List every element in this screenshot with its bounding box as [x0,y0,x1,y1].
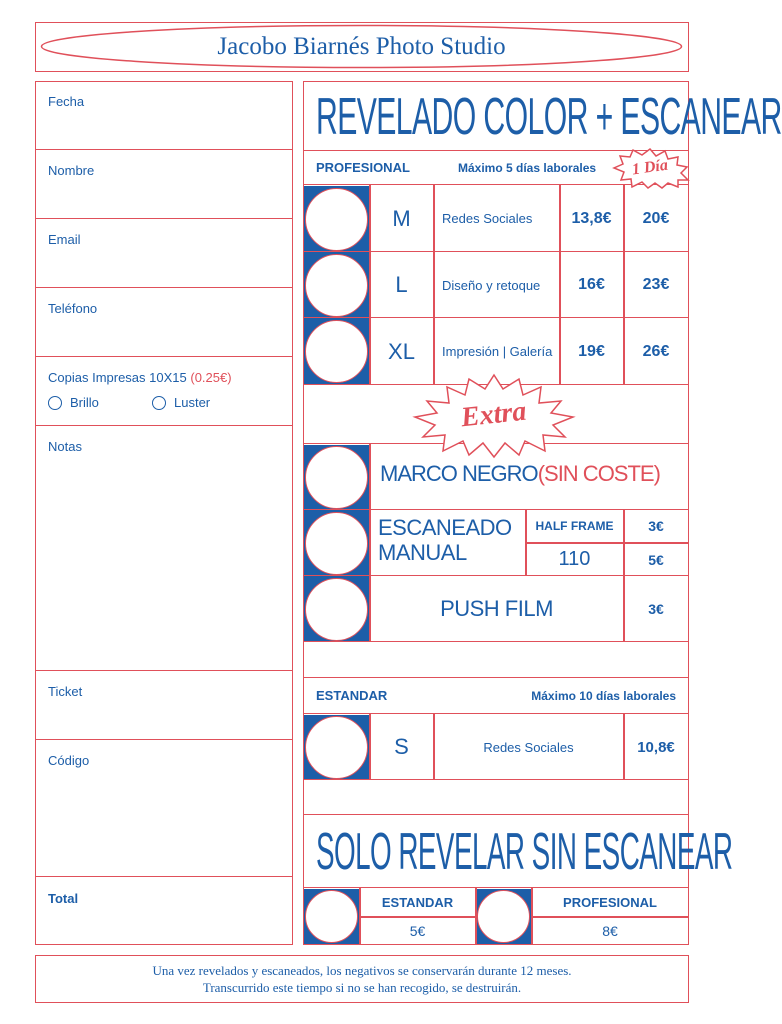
field-ticket[interactable] [35,671,293,740]
brillo-radio[interactable] [48,396,62,410]
option-luster[interactable] [152,395,210,410]
field-copias [35,357,293,426]
field-email[interactable] [35,219,293,288]
row-s [303,714,689,780]
push-film-label: PUSH FILM [440,596,553,621]
use-l: Diseño y retoque [442,277,541,293]
total-label: Total [48,891,79,906]
checkbox-circle-l[interactable] [305,254,368,317]
extra-text: Extra [459,395,529,434]
copias-price: (0.25€) [190,370,232,385]
estandar-delivery: Máximo 10 días laborales [531,689,676,703]
fecha-label: Fecha [48,94,85,109]
row-m [303,185,689,252]
checkbox-circle-escaneado[interactable] [305,512,368,575]
solo-revelar-box [303,815,733,888]
field-notas[interactable] [35,426,293,671]
escaneado-line2: MANUAL [378,540,467,565]
field-codigo[interactable] [35,740,293,877]
use-s: Redes Sociales [483,739,574,755]
solo-estandar-price: 5€ [409,922,426,939]
estandar-header [303,678,689,714]
notas-label: Notas [48,439,82,454]
price-1dia-xl: 26€ [642,342,670,360]
brillo-label: Brillo [70,395,99,410]
estandar-label: ESTANDAR [316,688,388,703]
price-m: 13,8€ [571,209,612,227]
ticket-label: Ticket [48,684,83,699]
price-s: 10,8€ [637,738,675,756]
checkbox-circle-s[interactable] [305,716,368,779]
half-frame-price: 3€ [648,518,664,534]
email-label: Email [48,232,81,247]
format-110-label: 110 [558,548,591,570]
profesional-delivery: Máximo 5 días laborales [458,161,597,175]
one-day-badge [610,147,690,189]
row-l [303,252,689,318]
luster-label: Luster [174,395,211,410]
checkbox-circle-m[interactable] [305,188,368,251]
solo-profesional-price: 8€ [602,922,618,939]
header-box [35,22,689,72]
codigo-label: Código [48,753,90,768]
nombre-label: Nombre [48,163,95,178]
use-xl: Impresión | Galería [442,344,553,359]
footer-line-2: Transcurrido este tiempo si no se han recogido, se destruirán. [202,980,522,995]
footer-note [35,955,689,1003]
spacer-row-2 [303,780,689,815]
copias-label: Copias Impresas 10X15 [48,370,187,385]
studio-title: Jacobo Biarnés Photo Studio [217,32,506,60]
marco-negro-label: MARCO NEGRO [380,461,538,486]
main-title-box [303,81,782,151]
price-xl: 19€ [578,342,605,360]
size-l: L [395,272,408,297]
spacer-row-1 [303,642,689,678]
solo-estandar-label: ESTANDAR [381,894,454,910]
telefono-label: Teléfono [48,301,98,316]
price-l: 16€ [578,276,605,293]
use-m: Redes Sociales [442,211,533,226]
checkbox-circle-xl[interactable] [305,320,368,383]
solo-revelar-title: SOLO REVELAR SIN ESCANEAR [316,823,733,881]
checkbox-circle-solo-estandar[interactable] [305,890,358,943]
field-telefono[interactable] [35,288,293,357]
checkbox-circle-push[interactable] [305,578,368,641]
luster-radio[interactable] [152,396,166,410]
field-nombre[interactable] [35,150,293,219]
escaneado-line1: ESCANEADO [378,515,512,540]
checkbox-circle-solo-profesional[interactable] [477,890,530,943]
row-marco-negro [303,444,689,510]
size-m: M [392,205,411,231]
price-1dia-l: 23€ [642,276,670,293]
format-110-price: 5€ [648,551,664,568]
profesional-label: PROFESIONAL [316,160,410,175]
size-s: S [394,734,409,759]
checkbox-circle-marco[interactable] [305,446,368,509]
push-film-price: 3€ [648,601,664,617]
row-push-film [303,576,689,642]
option-brillo[interactable] [48,395,99,410]
marco-negro-note: (SIN COSTE) [537,461,660,486]
field-total[interactable] [35,877,293,945]
solo-profesional-label: PROFESIONAL [563,894,657,910]
main-title: REVELADO COLOR + ESCANEAR [316,88,782,146]
size-xl: XL [388,338,415,364]
extra-row [303,385,689,444]
field-fecha[interactable] [35,81,293,150]
one-day-text: 1 Día [630,156,669,179]
price-1dia-m: 20€ [642,209,670,227]
footer-line-1: Una vez revelados y escaneados, los negativos se conservarán durante 12 meses. [152,963,572,978]
half-frame-label: HALF FRAME [535,519,614,533]
row-escaneado-manual [303,510,689,576]
